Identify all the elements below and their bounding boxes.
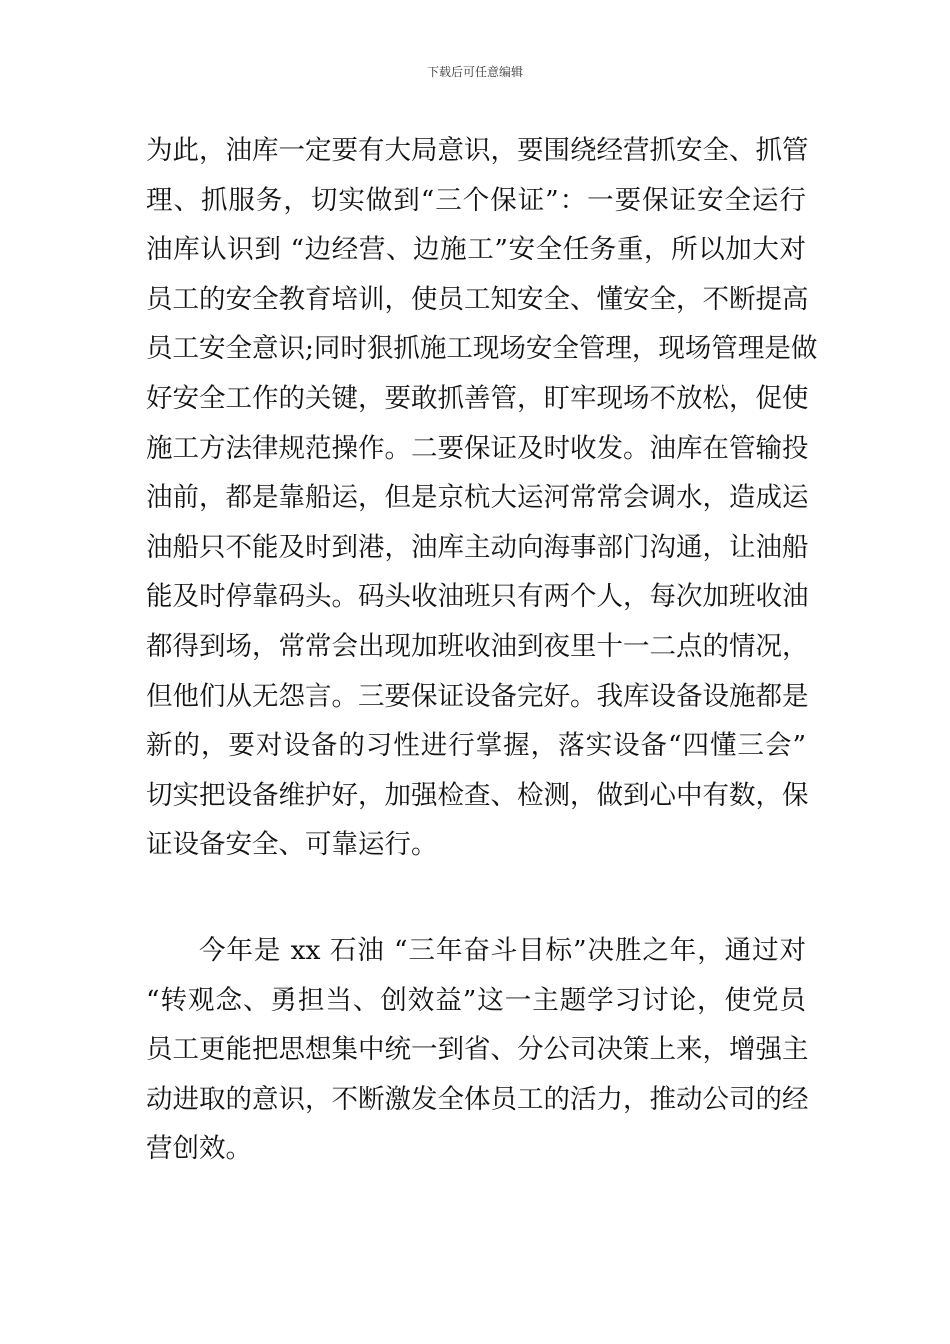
- paragraph-spacer: [146, 870, 806, 926]
- text-line: 都得到场，常常会出现加班收油到夜里十一二点的情况，: [146, 630, 809, 662]
- text-line: “转观念、勇担当、创效益”这一主题学习讨论，使党员: [146, 984, 806, 1016]
- text-line: 员工安全意识;同时狠抓施工现场安全管理，现场管理是做: [146, 333, 818, 365]
- text-line: 好安全工作的关键，要敢抓善管，盯牢现场不放松，促使: [146, 382, 809, 414]
- text-line: 但他们从无怨言。三要保证设备完好。我库设备设施都是: [146, 680, 809, 712]
- document-body: [146, 126, 818, 1174]
- text-line: 切实把设备维护好，加强检查、检测，做到心中有数，保: [146, 779, 809, 811]
- text-line: 员工更能把思想集中统一到省、分公司决策上来，增强主: [146, 1034, 809, 1066]
- text-line: 油船只不能及时到港，油库主动向海事部门沟通，让油船: [146, 531, 809, 563]
- page-header: 下载后可任意编辑: [426, 65, 523, 79]
- text-line: 员工的安全教育培训，使员工知安全、懂安全，不断提高: [146, 283, 809, 315]
- paragraph-2: [146, 926, 809, 1174]
- text-line: 能及时停靠码头。码头收油班只有两个人，每次加班收油: [146, 581, 809, 613]
- text-line: 今年是 xx 石油 “三年奋斗目标”决胜之年，通过对: [199, 934, 806, 966]
- text-line: 油库认识到 “边经营、边施工”安全任务重，所以加大对: [146, 234, 806, 266]
- text-line: 新的，要对设备的习性进行掌握，落实设备“四懂三会”: [146, 730, 806, 762]
- text-line: 油前，都是靠船运，但是京杭大运河常常会调水，造成运: [146, 482, 809, 514]
- text-line: 证设备安全、可靠运行。: [146, 829, 438, 861]
- paragraph-1: [146, 126, 818, 870]
- text-line: 为此，油库一定要有大局意识，要围绕经营抓安全、抓管: [146, 135, 809, 166]
- text-line: 施工方法律规范操作。二要保证及时收发。油库在管输投: [146, 432, 809, 464]
- text-line: 理、抓服务，切实做到“三个保证”：一要保证安全运行: [146, 184, 806, 216]
- text-line: 动进取的意识，不断激发全体员工的活力，推动公司的经: [146, 1083, 809, 1115]
- text-line: 营创效。: [146, 1133, 252, 1165]
